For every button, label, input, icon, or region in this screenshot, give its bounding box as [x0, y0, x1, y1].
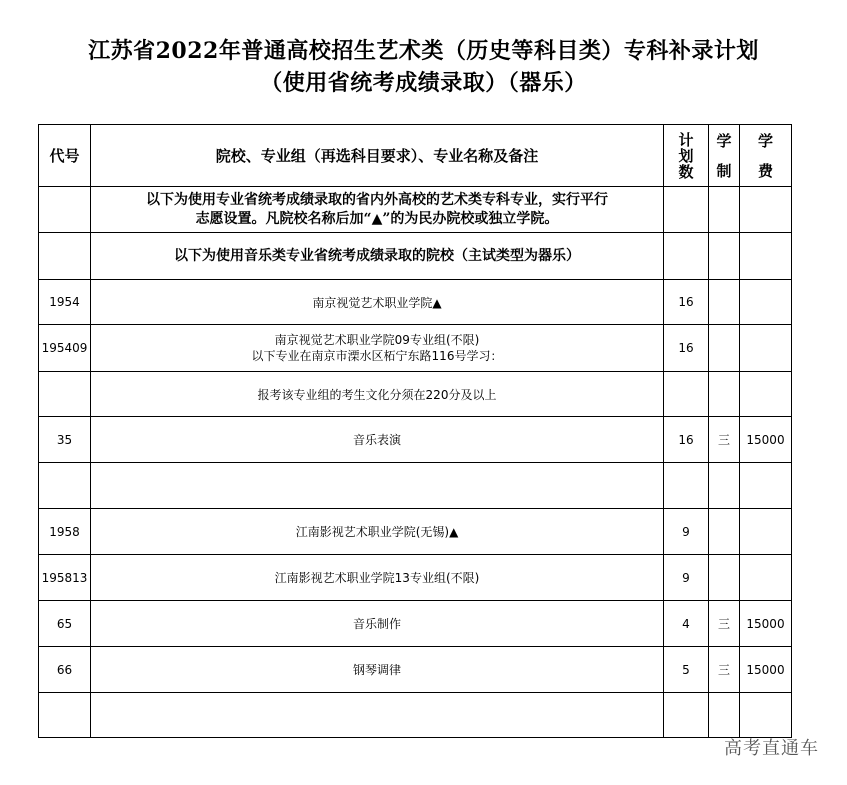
note-row [39, 233, 792, 280]
header-plan-count [664, 125, 709, 187]
cell-fee [740, 280, 792, 325]
header-code: 代号 [39, 125, 91, 187]
cell-plan [664, 463, 709, 509]
table-row [39, 417, 792, 463]
cell-code [39, 463, 91, 509]
cell-plan [664, 372, 709, 417]
cell-code: 195409 [39, 325, 91, 372]
table-cell [664, 187, 709, 233]
table-row [39, 555, 792, 601]
general-note-line: 以下为使用专业省统考成绩录取的省内外高校的艺术类专科专业，实行平行 [146, 191, 608, 208]
table-cell [39, 233, 91, 280]
general-note-line: 志愿设置。凡院校名称后加“▲”的为民办院校或独立学院。 [195, 210, 559, 227]
cell-years [709, 372, 740, 417]
table-row [39, 647, 792, 693]
general-note [91, 187, 664, 233]
cell-description: 江南影视艺术职业学院13专业组(不限) [91, 555, 664, 601]
cell-plan: 16 [664, 417, 709, 463]
cell-fee [740, 555, 792, 601]
cell-plan: 5 [664, 647, 709, 693]
cell-years [709, 325, 740, 372]
description-line: 南京视觉艺术职业学院09专业组(不限) [274, 333, 480, 347]
cell-code [39, 372, 91, 417]
cell-fee [740, 693, 792, 738]
cell-code: 1958 [39, 509, 91, 555]
watermark: 高考直通车 [724, 738, 819, 759]
cell-plan [664, 693, 709, 738]
cell-years [709, 463, 740, 509]
cell-description: 南京视觉艺术职业学院▲ [91, 280, 664, 325]
header-plan-char: 划 [678, 146, 694, 165]
cell-code: 1954 [39, 280, 91, 325]
table-cell [740, 233, 792, 280]
cell-description [91, 463, 664, 509]
cell-fee: 15000 [740, 417, 792, 463]
cell-fee: 15000 [740, 647, 792, 693]
header-years [709, 125, 740, 187]
cell-years [709, 509, 740, 555]
cell-plan: 4 [664, 601, 709, 647]
cell-fee [740, 325, 792, 372]
cell-years [709, 280, 740, 325]
table-cell [709, 187, 740, 233]
cell-plan: 9 [664, 555, 709, 601]
cell-plan: 16 [664, 280, 709, 325]
table-cell [39, 187, 91, 233]
cell-description: 钢琴调律 [91, 647, 664, 693]
table-header-row [39, 125, 792, 187]
cell-years: 三 [709, 601, 740, 647]
cell-description: 江南影视艺术职业学院(无锡)▲ [91, 509, 664, 555]
header-years-char: 制 [716, 162, 732, 180]
cell-years: 三 [709, 647, 740, 693]
table-row [39, 372, 792, 417]
header-fee [740, 125, 792, 187]
cell-description [91, 325, 664, 372]
cell-years: 三 [709, 417, 740, 463]
header-description: 院校、专业组（再选科目要求）、专业名称及备注 [91, 125, 664, 187]
cell-code: 66 [39, 647, 91, 693]
header-plan-char: 数 [678, 162, 694, 181]
header-fee-char: 学 [757, 132, 773, 150]
cell-plan: 9 [664, 509, 709, 555]
table-cell [709, 233, 740, 280]
page-title: 江苏省2022年普通高校招生艺术类（历史等科目类）专科补录计划 [88, 38, 759, 64]
cell-years [709, 693, 740, 738]
table-row [39, 280, 792, 325]
table-row [39, 509, 792, 555]
page-subtitle: （使用省统考成绩录取）（器乐） [260, 70, 587, 96]
cell-code [39, 693, 91, 738]
cell-fee [740, 463, 792, 509]
header-plan-char: 计 [678, 130, 694, 149]
cell-years [709, 555, 740, 601]
cell-description [91, 693, 664, 738]
category-note: 以下为使用音乐类专业省统考成绩录取的院校（主试类型为器乐） [91, 233, 664, 280]
enrollment-plan-table [38, 124, 792, 738]
description-line: 以下专业在南京市溧水区柘宁东路116号学习： [251, 349, 503, 363]
cell-fee: 15000 [740, 601, 792, 647]
cell-code: 35 [39, 417, 91, 463]
table-row [39, 325, 792, 372]
table-row [39, 693, 792, 738]
header-years-char: 学 [716, 132, 732, 150]
header-fee-char: 费 [757, 162, 773, 180]
table-cell [664, 233, 709, 280]
cell-fee [740, 372, 792, 417]
cell-plan: 16 [664, 325, 709, 372]
table-cell [740, 187, 792, 233]
table-row [39, 601, 792, 647]
table-row [39, 463, 792, 509]
cell-description: 音乐表演 [91, 417, 664, 463]
cell-description: 音乐制作 [91, 601, 664, 647]
cell-code: 65 [39, 601, 91, 647]
note-row [39, 187, 792, 233]
cell-description: 报考该专业组的考生文化分须在220分及以上 [91, 372, 664, 417]
cell-fee [740, 509, 792, 555]
cell-code: 195813 [39, 555, 91, 601]
